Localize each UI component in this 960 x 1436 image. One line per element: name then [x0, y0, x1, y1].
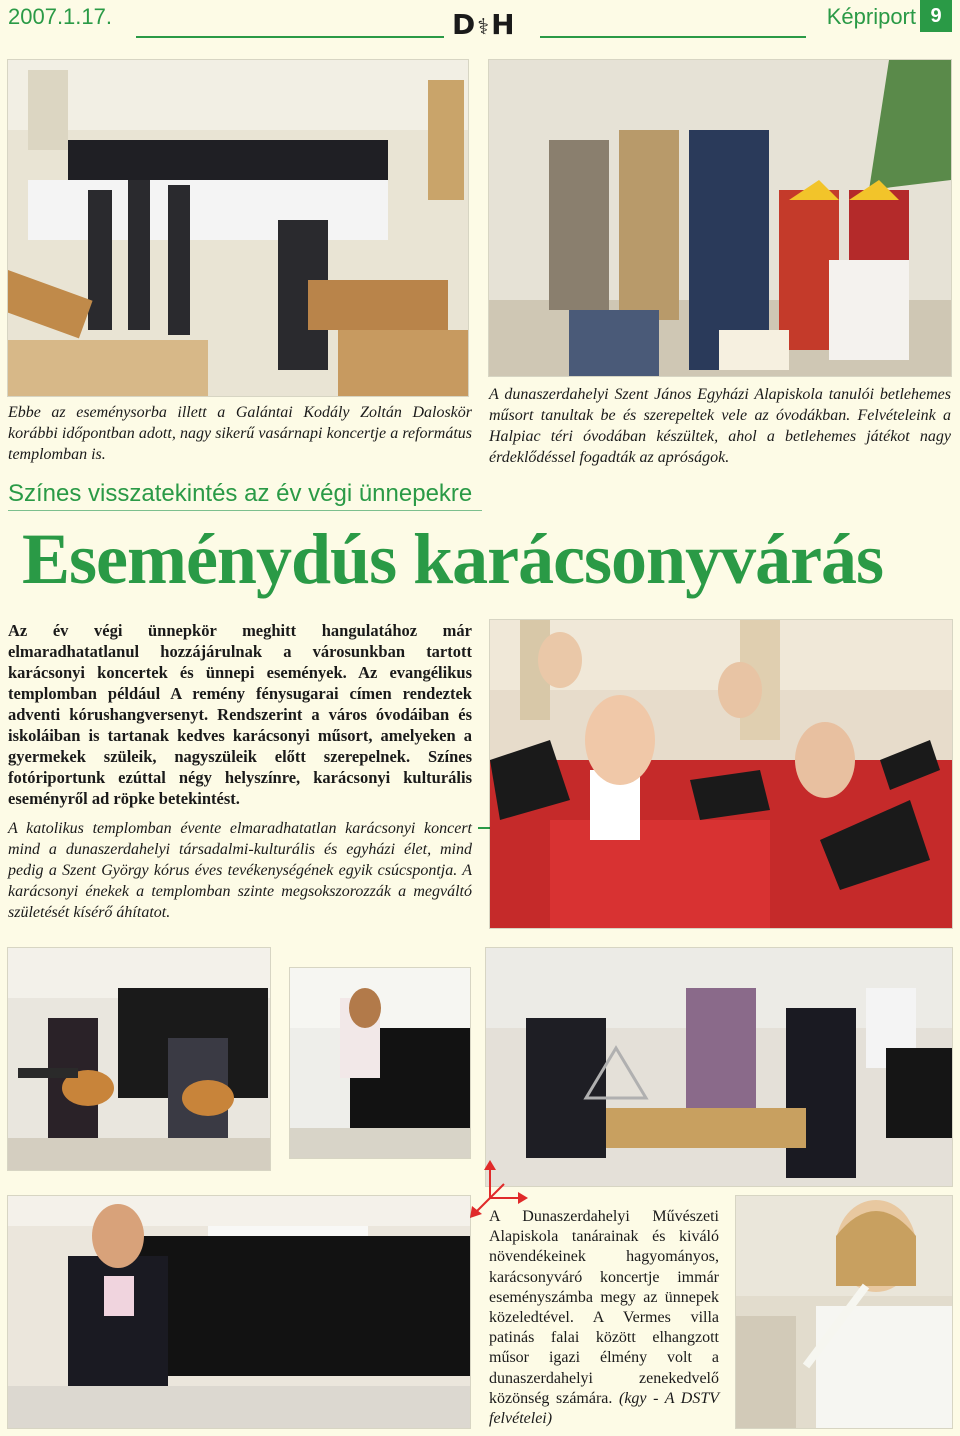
recorder-girl-photo — [736, 1196, 952, 1428]
girl-piano-photo — [290, 968, 470, 1158]
church-choir-photo — [490, 620, 952, 928]
issue-date: 2007.1.17. — [8, 4, 112, 29]
article-lead: Az év végi ünnepkör meghitt hangulatához már elmaradhatatlanul hozzájárulnak a városunkban tartott karácsonyi koncertek és ünnepi események. Az evangélikus templomban például A remény fénysugarai címen rendeztek adventi kórushangversenyt. Rendszerint a város óvodáiban és iskoláiban is tartanak kedves karácsonyi műsort, amelyeken a gyermekek szüleik, nagyszüleik előtt szerepelnek. Színes fotóriportunk ezúttal négy helyszínre, karácsonyi kulturális eseményről ad röpke betekintést. — [8, 621, 472, 808]
dstv-logo: D⚕H — [452, 8, 517, 41]
nativity-caption: A dunaszerdahelyi Szent János Egyházi Alapiskola tanulói betlehemes műsort tanultak be és szerepeltek vele az óvodákban. Felvételeink a Halpiac téri óvodában készültek, ahol a betlehemes játékot nagy érdeklődéssel fogadták az apróságok. — [489, 386, 951, 466]
header-rule-right — [540, 36, 806, 38]
article-headline: Eseménydús karácsonyvárás — [22, 519, 884, 599]
catholic-church-paragraph: A katolikus templomban évente elmaradhatatlan karácsonyi koncert mind a dunaszerdahelyi társadalmi-kulturális és egyházi élet, mind pedig a Szent György kórus éves tevékenységének egyik csúcspontja. A karácsonyi énekek a templomban szinte megsokszorozzák a megváltó születését kísérő áhítatot. — [8, 820, 472, 921]
music-school-text: A Dunaszerdahelyi Művészeti Alapiskola tanárainak és kiváló növendékeinek hagyományos, karácsonyváró koncertje immár eseményszámba megy az ünnepek közeledtével. A Vermes villa patinás falai között elhangzott műsor igazi élmény volt a dunaszerdahelyi zenekedvelő közönség számára. — [489, 1208, 719, 1407]
photo-credit: (kgy - A DSTV felvételei) — [489, 1389, 720, 1428]
guitar-duo-photo — [8, 948, 270, 1170]
page-number: 9 — [920, 0, 952, 32]
choir-caption: Ebbe az eseménysorba illett a Galántai Kodály Zoltán Daloskör korábbi időpontban adott, nagy sikerű vasárnapi koncertje a református templomban is. — [8, 404, 472, 463]
percussion-photo — [486, 948, 952, 1186]
choir-photo — [8, 60, 468, 396]
section-title: Képriport — [826, 4, 916, 29]
header-rule-left — [136, 36, 444, 38]
music-school-paragraph — [489, 1207, 719, 1429]
article-kicker: Színes visszatekintés az év végi ünnepekre — [8, 480, 473, 507]
kicker-underline — [8, 510, 482, 511]
nativity-photo — [489, 60, 951, 376]
pianist-photo — [8, 1196, 470, 1428]
